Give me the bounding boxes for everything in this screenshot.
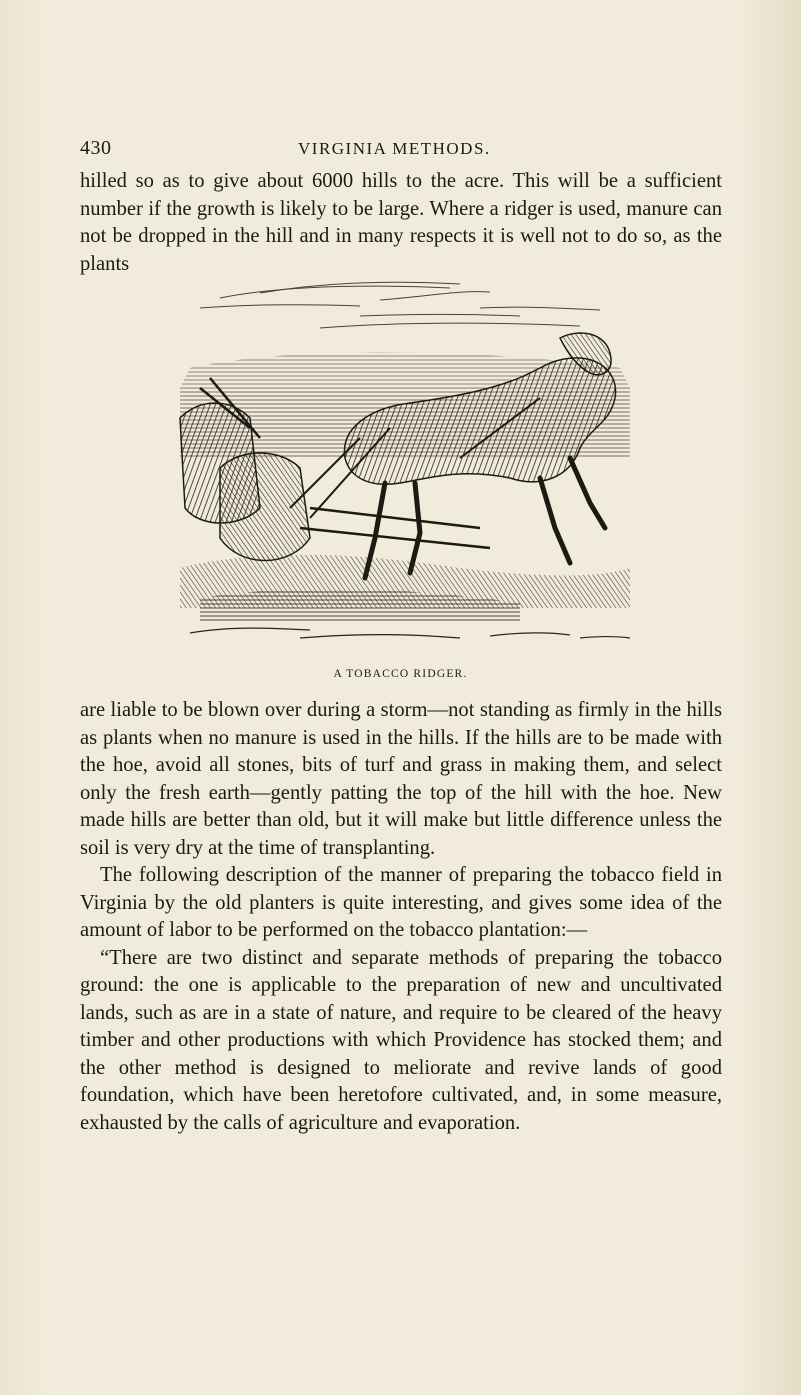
paragraph: are liable to be blown over during a storm—not standing as firmly in the hills as plants when no manure is used in the hills. If the hills are to be made with the hoe, avoid all stones, bits of turf and grass in making them, and select only the fresh earth—gently patting the top of the hill with the hoe. New made hills are better than old, but it will make but little difference unless the soil is very dry at the time of transplanting.: [80, 699, 722, 859]
paragraph: The following description of the manner of preparing the tobacco field in Virginia by the old planters is quite interesting, and gives some idea of the amount of labor to be performed on the tobacco plantation:—: [80, 864, 722, 941]
text-block-top: [80, 168, 722, 278]
running-head: [80, 137, 720, 167]
paragraph-quote: “There are two distinct and separate methods of preparing the tobacco ground: the one is applicable to the preparation of new and uncultivated lands, such as are in a state of nature, and require to be cleared of the heavy timber and other productions with which Providence has stocked them; and the other method is designed to meliorate and revive lands of good foundation, which have been heretofore cultivated, and, in some measure, exhausted by the calls of agriculture and evaporation.: [80, 946, 722, 1134]
figure-caption: A TOBACCO RIDGER.: [333, 668, 468, 680]
header-title: VIRGINIA METHODS.: [298, 139, 491, 158]
ridger-engraving: [160, 278, 640, 658]
figure-tobacco-ridger: [160, 278, 640, 658]
paragraph: hilled so as to give about 6000 hills to the acre. This will be a sufficient number if the growth is likely to be large. Where a ridger is used, manure can not be dropped in the hill and in many respects it is well not to do so, as the plants: [80, 170, 722, 275]
text-block-bottom: [80, 697, 722, 1137]
page-number: 430: [80, 137, 112, 159]
